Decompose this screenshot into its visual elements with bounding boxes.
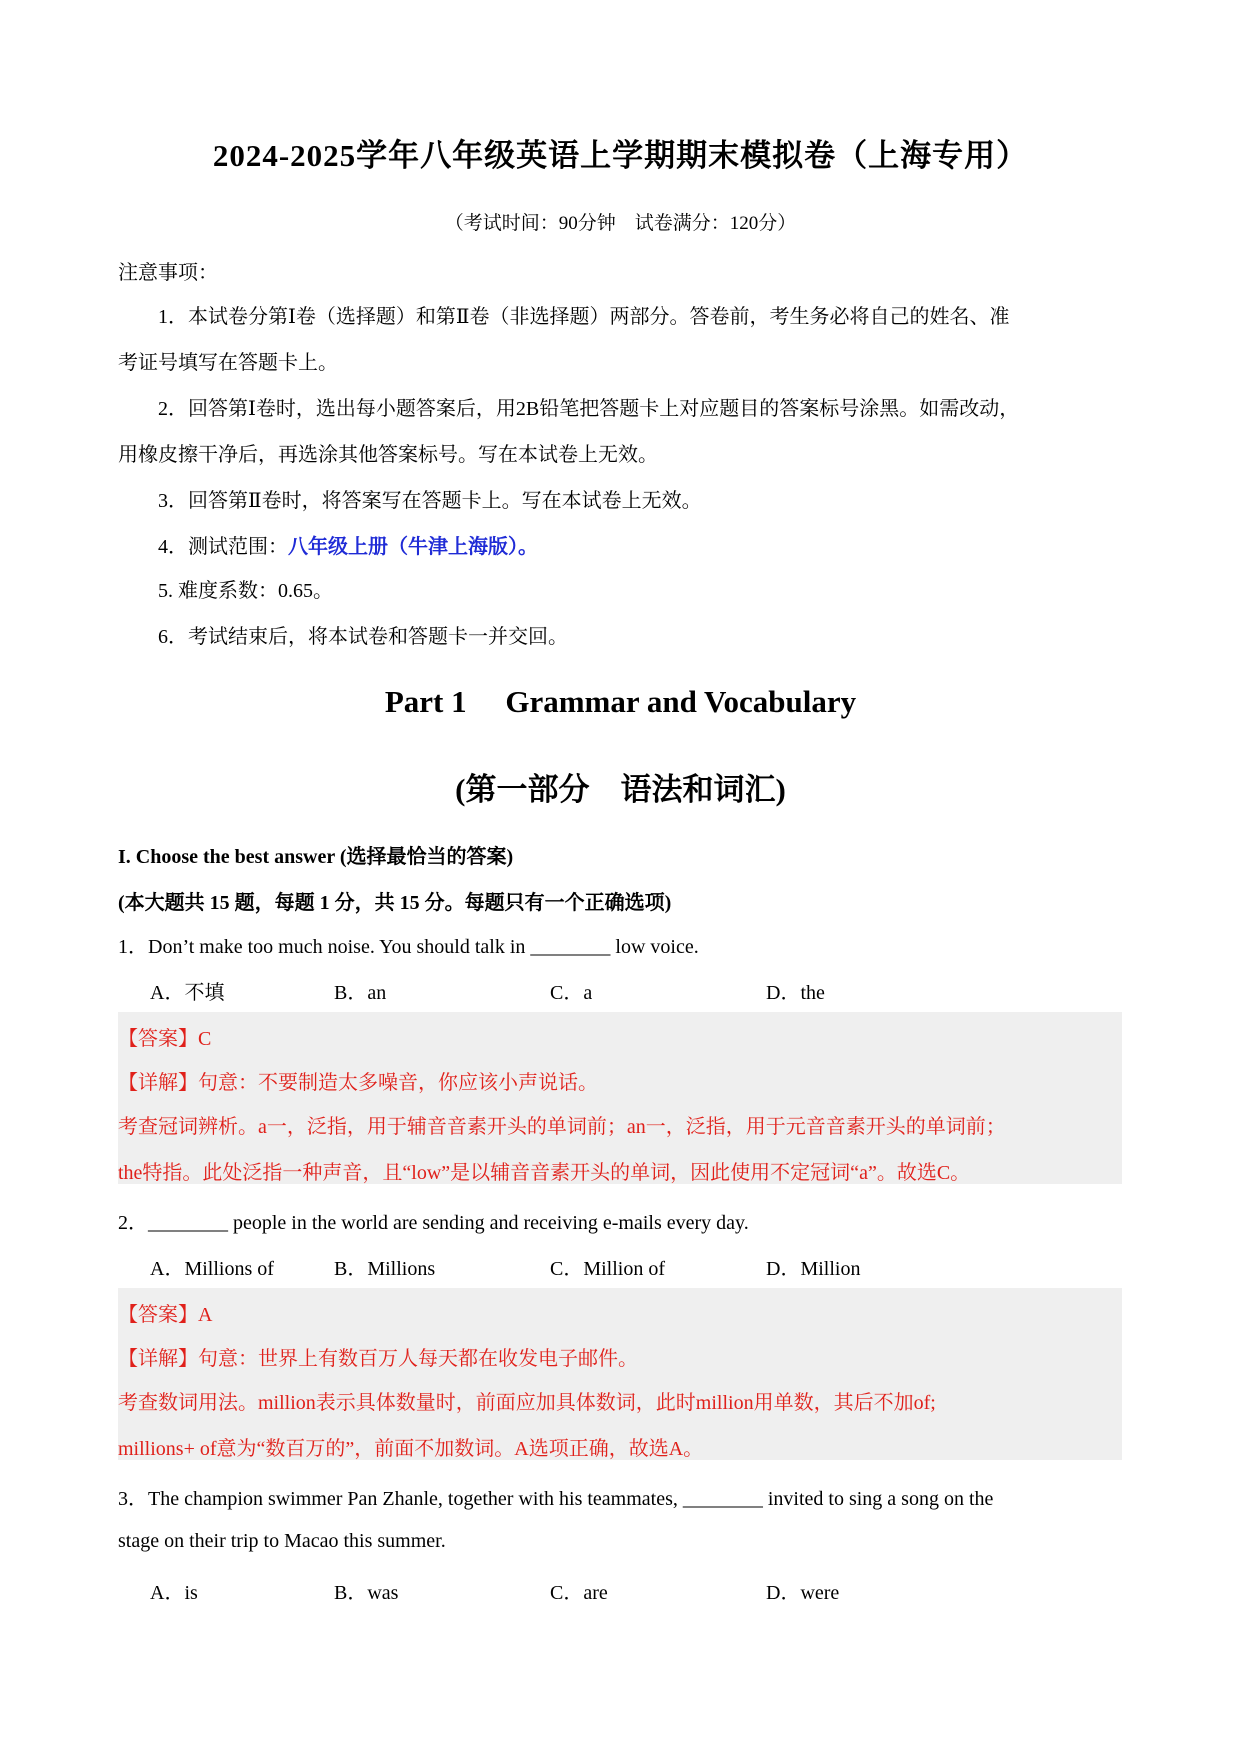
- option-a: A．不填: [150, 982, 225, 1004]
- scope-label: 4．测试范围：: [158, 536, 288, 558]
- answer-line: 【答案】C: [118, 1028, 212, 1050]
- notice-item: 3．回答第Ⅱ卷时，将答案写在答题卡上。写在本试卷上无效。: [158, 490, 702, 512]
- notice-item: 2．回答第Ⅰ卷时，选出每小题答案后，用2B铅笔把答题卡上对应题目的答案标号涂黑。如需改动，: [158, 398, 1020, 420]
- notice-item: [158, 530, 538, 559]
- explain-line: millions+ of意为“数百万的”，前面不加数词。A选项正确，故选A。: [118, 1438, 704, 1460]
- option-d: D．the: [766, 982, 825, 1004]
- option-b: B．was: [334, 1582, 399, 1604]
- option-c: C．are: [550, 1582, 608, 1604]
- section-note: (本大题共 15 题，每题 1 分，共 15 分。每题只有一个正确选项): [118, 892, 672, 914]
- explain-line: the特指。此处泛指一种声音，且“low”是以辅音音素开头的单词，因此使用不定冠词“a”。故选C。: [118, 1162, 971, 1184]
- question-stem: 3．The champion swimmer Pan Zhanle, together with his teammates, ________ invited to sing a song on the: [118, 1488, 994, 1510]
- notice-item: 6．考试结束后，将本试卷和答题卡一并交回。: [158, 626, 568, 648]
- answer-line: 【答案】A: [118, 1304, 213, 1326]
- option-c: C．a: [550, 982, 593, 1004]
- option-c: C．Million of: [550, 1258, 666, 1280]
- part-title: Part 1 Grammar and Vocabulary: [384, 684, 857, 719]
- scope-highlight: 八年级上册（牛津上海版）。: [288, 536, 538, 558]
- option-d: D．Million: [766, 1258, 861, 1280]
- question-stem: 1．Don’t make too much noise. You should talk in ________ low voice.: [118, 936, 699, 958]
- explain-line: 【详解】句意：世界上有数百万人每天都在收发电子邮件。: [118, 1348, 638, 1370]
- explain-line: 【详解】句意：不要制造太多噪音，你应该小声说话。: [118, 1072, 598, 1094]
- notice-item: 用橡皮擦干净后，再选涂其他答案标号。写在本试卷上无效。: [118, 444, 658, 466]
- option-a: A．Millions of: [150, 1258, 274, 1280]
- notice-heading: 注意事项：: [118, 262, 218, 284]
- question-stem: stage on their trip to Macao this summer.: [118, 1530, 446, 1552]
- section-heading: I. Choose the best answer (选择最恰当的答案): [118, 846, 514, 868]
- explain-line: 考查数词用法。million表示具体数量时，前面应加具体数词，此时million用单数，其后不加of;: [118, 1392, 936, 1414]
- option-d: D．were: [766, 1582, 840, 1604]
- notice-item: 1．本试卷分第Ⅰ卷（选择题）和第Ⅱ卷（非选择题）两部分。答卷前，考生务必将自己的姓名、准: [158, 306, 1010, 328]
- question-stem: 2．________ people in the world are sending and receiving e-mails every day.: [118, 1212, 749, 1234]
- notice-item: 考证号填写在答题卡上。: [118, 352, 338, 374]
- exam-title: 2024-2025学年八年级英语上学期期末模拟卷（上海专用）: [212, 138, 1029, 173]
- notice-item: 5. 难度系数：0.65。: [158, 580, 333, 602]
- option-b: B．Millions: [334, 1258, 436, 1280]
- explain-line: 考查冠词辨析。a一，泛指，用于辅音音素开头的单词前；an一，泛指，用于元音音素开头的单词前；: [118, 1116, 1006, 1138]
- option-a: A．is: [150, 1582, 198, 1604]
- part-subtitle: (第一部分 语法和词汇): [455, 772, 786, 807]
- exam-subtitle: （考试时间：90分钟 试卷满分：120分）: [444, 213, 797, 234]
- option-b: B．an: [334, 982, 387, 1004]
